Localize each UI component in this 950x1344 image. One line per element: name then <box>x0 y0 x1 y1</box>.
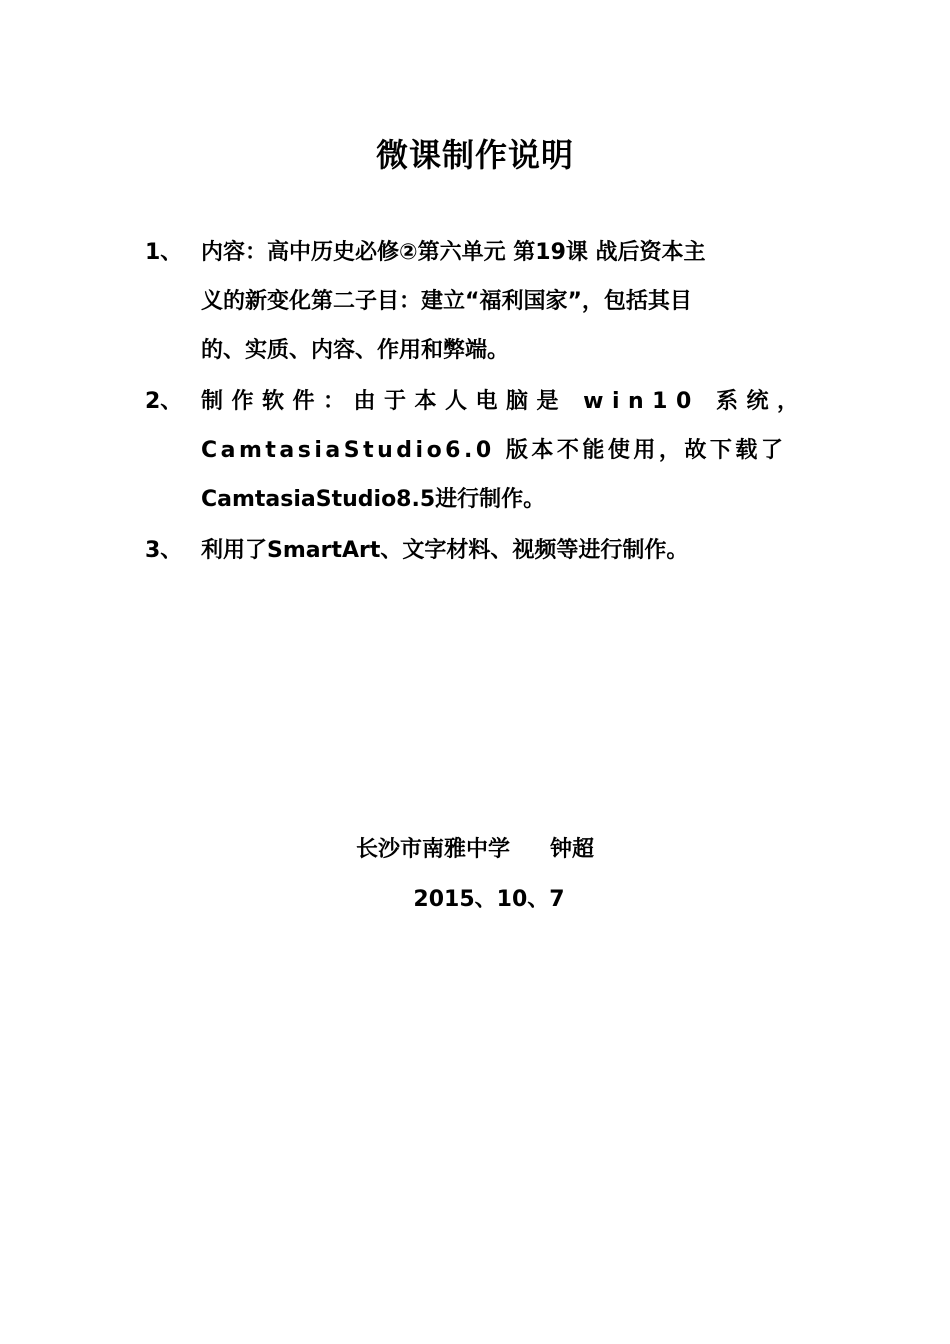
list-item-2 <box>145 377 825 524</box>
list-item-number: 3、 <box>145 538 183 563</box>
signature-date: 2015、10、7 <box>413 887 565 912</box>
page-title: 微课制作说明 <box>375 136 574 174</box>
author-name: 钟超 <box>550 837 595 862</box>
list-item-text-line: 利用了SmartArt、文字材料、视频等进行制作。 <box>201 538 689 563</box>
list-item-text-line: 制作软件：由于本人电脑是 win10 系统， <box>201 389 808 414</box>
list-item-number: 1、 <box>145 240 183 265</box>
list-item-3 <box>145 526 825 575</box>
list-item-text-line: CamtasiaStudio6.0 版本不能使用，故下载了 <box>201 438 787 463</box>
list-item-text-line: CamtasiaStudio8.5进行制作。 <box>201 487 546 512</box>
list-item-1 <box>145 228 825 375</box>
school-name: 长沙市南雅中学 <box>355 837 510 862</box>
list-item-number: 2、 <box>145 389 183 414</box>
signature-line <box>0 832 950 863</box>
list-item-text-line: 的、实质、内容、作用和弊端。 <box>201 338 510 363</box>
list-item-text-line: 内容：高中历史必修②第六单元 第19课 战后资本主 <box>201 240 706 265</box>
list-item-text-line: 义的新变化第二子目：建立“福利国家”，包括其目 <box>201 289 692 314</box>
